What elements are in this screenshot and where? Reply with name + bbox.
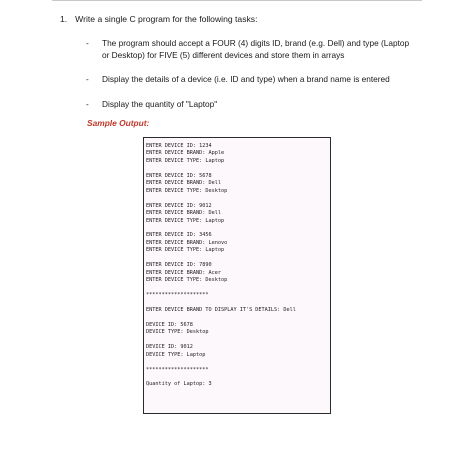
task-text-line: The program should accept a FOUR (4) digits ID, brand (e.g. Dell) and type (Laptop bbox=[102, 38, 410, 48]
console-line: ENTER DEVICE BRAND: Dell bbox=[146, 210, 221, 217]
bullet: - bbox=[86, 74, 89, 84]
bullet: - bbox=[86, 38, 89, 48]
task-item bbox=[86, 99, 462, 111]
console-line: ENTER DEVICE ID: 5678 bbox=[146, 172, 212, 179]
bullet: - bbox=[86, 99, 89, 109]
console-line: ENTER DEVICE BRAND: Dell bbox=[146, 180, 221, 187]
question-heading bbox=[60, 14, 257, 24]
console-line: ENTER DEVICE TYPE: Desktop bbox=[146, 187, 228, 194]
console-line: ENTER DEVICE BRAND: Lenovo bbox=[146, 239, 228, 246]
question-number: 1. bbox=[60, 14, 68, 24]
task-text-line: or Desktop) for FIVE (5) different devices and store them in arrays bbox=[102, 49, 345, 60]
console-line: ENTER DEVICE ID: 9012 bbox=[146, 202, 212, 209]
console-line: Quantity of Laptop: 3 bbox=[146, 381, 212, 388]
console-line: DEVICE ID: 5678 bbox=[146, 321, 193, 328]
task-item bbox=[86, 74, 462, 86]
console-line: ENTER DEVICE ID: 7890 bbox=[146, 262, 212, 269]
console-line: ENTER DEVICE BRAND TO DISPLAY IT'S DETAILS: Dell bbox=[146, 306, 296, 313]
task-text-line: Display the details of a device (i.e. ID and type) when a brand name is entered bbox=[102, 74, 390, 84]
task-item bbox=[86, 38, 462, 62]
top-divider bbox=[52, 0, 422, 1]
console-line: ENTER DEVICE TYPE: Laptop bbox=[146, 157, 225, 164]
console-line: ******************** bbox=[146, 292, 209, 298]
console-line: ENTER DEVICE BRAND: Apple bbox=[146, 150, 225, 157]
console-line: DEVICE TYPE: Desktop bbox=[146, 329, 209, 336]
console-line: ENTER DEVICE ID: 1234 bbox=[146, 143, 212, 149]
console-line: ENTER DEVICE BRAND: Acer bbox=[146, 269, 221, 276]
task-text-line: Display the quantity of "Laptop" bbox=[102, 99, 218, 109]
console-line: DEVICE ID: 9012 bbox=[146, 344, 193, 351]
sample-output-label: Sample Output: bbox=[87, 118, 150, 128]
console-line: ENTER DEVICE TYPE: Laptop bbox=[146, 247, 225, 254]
console-line: ******************** bbox=[146, 366, 209, 373]
console-line: ENTER DEVICE ID: 3456 bbox=[146, 232, 212, 239]
console-line: ENTER DEVICE TYPE: Laptop bbox=[146, 217, 225, 224]
console-output-box bbox=[143, 137, 331, 414]
console-line: DEVICE TYPE: Laptop bbox=[146, 351, 206, 358]
question-title: Write a single C program for the following tasks: bbox=[75, 14, 258, 24]
console-line: ENTER DEVICE TYPE: Desktop bbox=[146, 277, 228, 284]
